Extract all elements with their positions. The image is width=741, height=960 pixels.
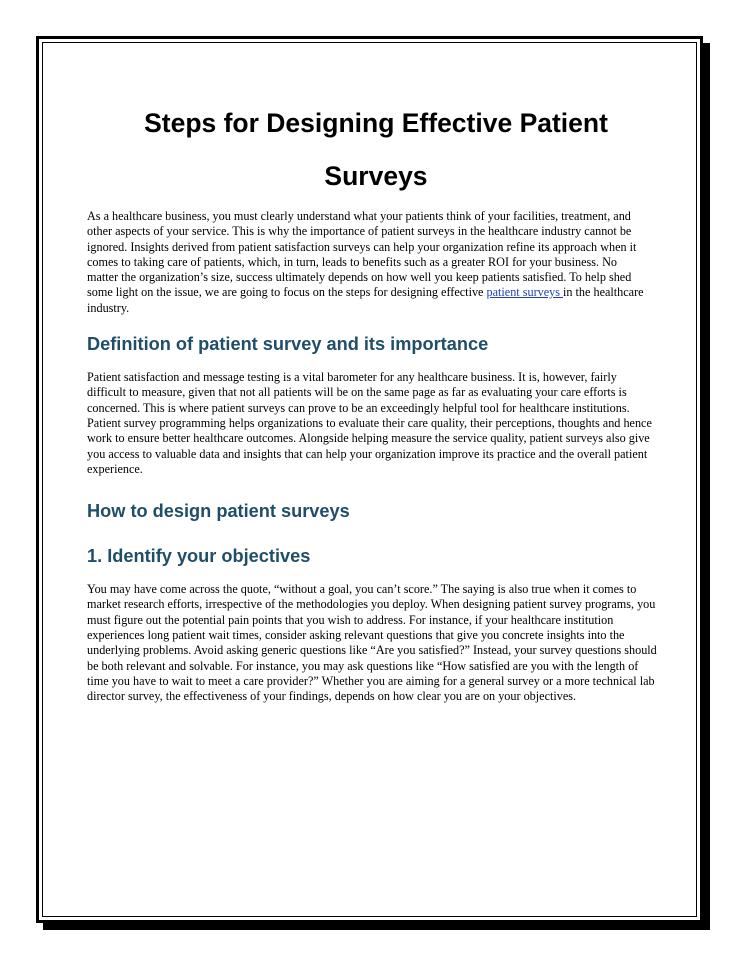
objectives-paragraph: You may have come across the quote, “without a goal, you can’t score.” The saying is also true when it comes to market research efforts, irrespective of the methodologies you deploy. When designing patient survey programs, you must figure out the potential pain points that you wish to address. For instance, if your healthcare institution experiences long patient wait times, consider asking relevant questions that give you concrete insights into the underlying problems. Avoid asking generic questions like “Are you satisfied?” Instead, your survey questions should be both relevant and solvable. For instance, you may ask questions like “How satisfied are you with the length of time you have to wait to meet a care provider?” Whether you are aiming for a general survey or a more technical lab director survey, the effectiveness of your findings, depends on how clear you are on your objectives. [87, 582, 657, 704]
document-title: Steps for Designing Effective Patient Surveys [144, 108, 608, 191]
definition-paragraph: Patient satisfaction and message testing is a vital barometer for any healthcare business. It is, however, fairly difficult to measure, given that not all patients will be on the same page as far as evaluating your care efforts is concerned. This is where patient surveys can prove to be an exceedingly helpful tool for healthcare institutions. Patient survey programming helps organizations to evaluate their care quality, their perceptions, thoughts and hence work to ensure better healthcare outcomes. Alongside helping measure the service quality, patient surveys also give you access to valuable data and insights that can help your organization improve its practice and the overall patient experience. [87, 370, 652, 476]
page-frame [36, 36, 703, 923]
section-heading-definition: Definition of patient survey and its importance [87, 334, 489, 355]
intro-text-before-link: As a healthcare business, you must clearly understand what your patients think of your facilities, treatment, and other aspects of your service. This is why the importance of patient surveys in the healthcare industry cannot be ignored. Insights derived from patient satisfaction surveys can help your organization refine its approach when it comes to taking care of patients, which, in turn, leads to benefits such as a greater ROI for your business. No matter the organization’s size, success ultimately depends on how well you keep patients satisfied. To help shed some light on the issue, we are going to focus on the steps for designing effective [87, 209, 637, 300]
intro-text-after-link: in the healthcare industry. [87, 285, 644, 315]
patient-surveys-link[interactable]: patient surveys [486, 285, 564, 300]
document-body [87, 97, 657, 705]
section-heading-identify-objectives: 1. Identify your objectives [87, 546, 311, 567]
intro-paragraph [87, 209, 645, 316]
section-heading-how-to-design: How to design patient surveys [87, 501, 350, 522]
